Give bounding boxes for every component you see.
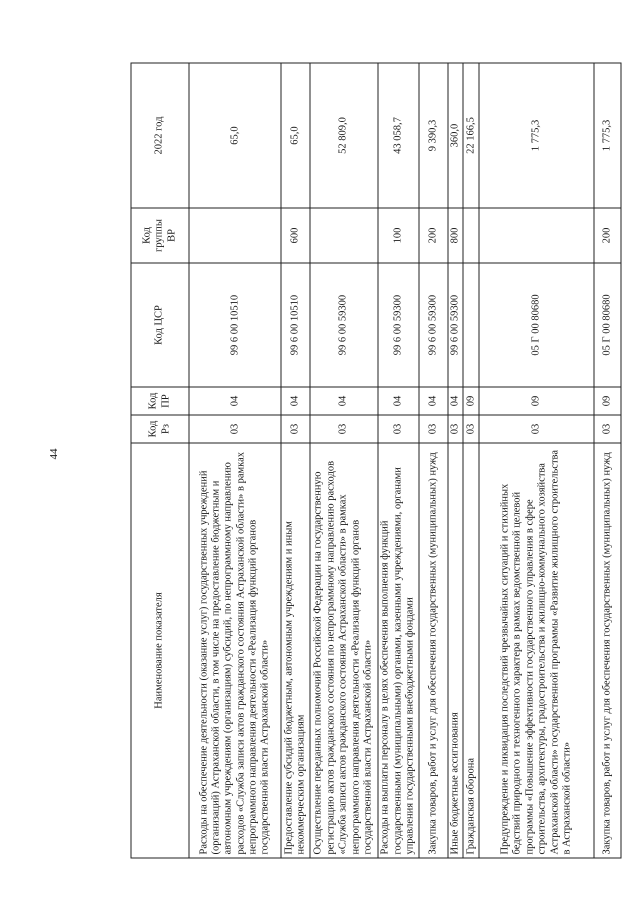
table-row	[378, 63, 419, 858]
row-value: 9 390,3	[419, 63, 448, 208]
header-pr: Код ПР	[131, 387, 189, 415]
budget-table	[131, 63, 622, 859]
row-pr: 04	[378, 387, 419, 415]
table-row	[189, 63, 281, 858]
row-csr: 99 6 00 10510	[281, 263, 310, 387]
row-value: 65,0	[281, 63, 310, 208]
row-pr: 04	[281, 387, 310, 415]
table-row	[419, 63, 448, 858]
row-value: 65,0	[189, 63, 281, 208]
row-name: Осуществление переданных полномочий Российской Федерации на государственную регистрацию актов гражданского состояния по непрограммному направлению расходов «Служба записи актов гражданского состояния Астраханской области» в рамках непрограммного направления деятельности «Реализация функций органов государственной власти Астраханской области»	[310, 443, 378, 858]
table-row	[310, 63, 378, 858]
row-vr	[189, 208, 281, 263]
row-pr: 04	[310, 387, 378, 415]
row-csr	[463, 263, 479, 387]
row-csr: 99 6 00 10510	[189, 263, 281, 387]
row-rz: 03	[594, 415, 621, 443]
row-vr: 800	[448, 208, 464, 263]
row-value: 360,0	[448, 63, 464, 208]
row-value: 43 058,7	[378, 63, 419, 208]
row-value: 1 775,3	[594, 63, 621, 208]
row-rz: 03	[463, 415, 479, 443]
table-row	[281, 63, 310, 858]
table-row	[479, 63, 594, 858]
header-name: Наименование показателя	[131, 443, 189, 858]
row-pr: 09	[463, 387, 479, 415]
row-name: Расходы на выплаты персоналу в целях обеспечения выполнения функций государственными (муниципальными) органами, казенными учреждениями, органами управления государственными внебюджетными фондами	[378, 443, 419, 858]
row-rz: 03	[419, 415, 448, 443]
row-name: Предупреждение и ликвидация последствий чрезвычайных ситуаций и стихийных бедствий природного и техногенного характера в рамках ведомственной целевой программы «Повышение эффективности государственного управления в сфере строительства, архитектуры, градостроительства и жилищно-коммунального хозяйства Астраханской области» государственной программы «Развитие жилищного строительства в Астраханской области»	[479, 443, 594, 858]
row-vr	[463, 208, 479, 263]
row-rz: 03	[448, 415, 464, 443]
row-name: Предоставление субсидий бюджетным, автономным учреждениям и иным некоммерческим организациям	[281, 443, 310, 858]
row-csr: 99 6 00 59300	[419, 263, 448, 387]
row-vr: 200	[419, 208, 448, 263]
row-rz: 03	[310, 415, 378, 443]
table-row	[463, 63, 479, 858]
row-rz: 03	[378, 415, 419, 443]
row-vr: 200	[594, 208, 621, 263]
header-rz: Код Рз	[131, 415, 189, 443]
header-row	[131, 63, 189, 858]
row-vr: 600	[281, 208, 310, 263]
row-value: 1 775,3	[479, 63, 594, 208]
header-vr: Код группы ВР	[131, 208, 189, 263]
table-row	[448, 63, 464, 858]
row-vr	[479, 208, 594, 263]
row-rz: 03	[189, 415, 281, 443]
row-pr: 09	[594, 387, 621, 415]
row-value: 52 809,0	[310, 63, 378, 208]
row-rz: 03	[281, 415, 310, 443]
row-name: Гражданская оборона	[463, 443, 479, 858]
row-csr: 05 Г 00 80680	[594, 263, 621, 387]
row-csr: 05 Г 00 80680	[479, 263, 594, 387]
row-name: Иные бюджетные ассигнования	[448, 443, 464, 858]
row-pr: 04	[189, 387, 281, 415]
header-year: 2022 год	[131, 63, 189, 208]
row-csr: 99 6 00 59300	[448, 263, 464, 387]
row-name: Закупка товаров, работ и услуг для обеспечения государственных (муниципальных) нужд	[419, 443, 448, 858]
rotated-table-wrapper	[131, 64, 622, 859]
header-csr: Код ЦСР	[131, 263, 189, 387]
row-rz: 03	[479, 415, 594, 443]
row-name: Расходы на обеспечение деятельности (оказание услуг) государственных учреждений (организаций) Астраханской области, в том числе на предоставление бюджетным и автономным учреждениям (организациям) субсидий, по непрограммному направлению расходов «Служба записи актов гражданского состояния Астраханской области» в рамках непрограммного направления деятельности «Реализация функций органов государственной власти Астраханской области»	[189, 443, 281, 858]
table-row	[594, 63, 621, 858]
row-csr: 99 6 00 59300	[310, 263, 378, 387]
row-pr: 04	[448, 387, 464, 415]
row-name: Закупка товаров, работ и услуг для обеспечения государственных (муниципальных) нужд	[594, 443, 621, 858]
row-csr: 99 6 00 59300	[378, 263, 419, 387]
row-value: 22 166,5	[463, 63, 479, 208]
page-number: 44	[48, 448, 60, 460]
row-vr	[310, 208, 378, 263]
row-pr: 04	[419, 387, 448, 415]
row-pr: 09	[479, 387, 594, 415]
row-vr: 100	[378, 208, 419, 263]
